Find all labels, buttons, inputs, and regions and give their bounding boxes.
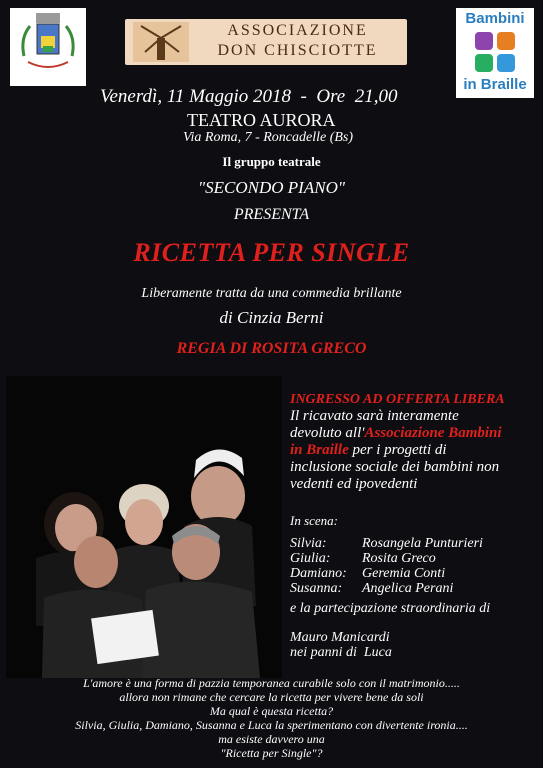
cast-list [290,536,535,596]
cast-row [290,566,535,581]
footer-line: Ma qual è questa ricetta? [209,704,334,718]
braille-logo-line2: in Braille [463,76,527,93]
association-name-line2: DON CHISCIOTTE [217,42,378,59]
cast-actor: Rosita Greco [362,551,436,566]
presents-label: PRESENTA [233,206,310,223]
donation-info [290,408,535,493]
cast-photo [6,376,282,678]
entry-info: INGRESSO AD OFFERTA LIBERA [290,392,505,407]
association-don-chisciotte-logo [125,19,407,65]
event-date-time: Venerdì, 11 Maggio 2018 - Ore 21,00 [100,86,398,107]
association-name-line1: ASSOCIAZIONE [227,22,368,39]
braille-association-name-cont: in Braille [290,442,349,458]
cast-actor: Angelica Perani [362,581,454,596]
footer-line: allora non rimane che cercare la ricetta per vivere bene da soli [119,690,424,704]
special-guest-role: nei panni di Luca [290,645,392,660]
footer-line: L'amore è una forma di pazzia temporanea curabile solo con il matrimonio..... [83,676,460,690]
special-guest-name: Mauro Manicardi [290,630,390,645]
special-guest [290,630,392,660]
cast-role: Damiano: [290,566,347,581]
director: REGIA DI ROSITA GRECO [176,340,367,357]
donation-line3-text: per i progetti di [348,442,447,458]
donation-line3 [290,442,535,459]
municipality-coat-of-arms-logo [10,8,86,86]
donation-line2-text: devoluto all' [290,425,365,441]
puzzle-icon [473,30,517,74]
show-title: RICETTA PER SINGLE [133,238,410,267]
footer-line: Silvia, Giulia, Damiano, Susanna e Luca la sperimentano con divertente ironia.... [75,718,468,732]
braille-association-name: Associazione Bambini [364,425,502,441]
cast-actor: Geremia Conti [362,566,446,581]
bambini-in-braille-logo [456,8,534,98]
venue-address: Via Roma, 7 - Roncadelle (Bs) [183,130,354,145]
donation-line2 [290,425,535,442]
donation-line4: inclusione sociale dei bambini non [290,459,500,475]
cast-role: Susanna: [290,581,343,596]
cast-row [290,581,535,596]
venue-name: TEATRO AURORA [187,110,336,130]
cast-heading: In scena: [290,513,339,528]
footer-line: "Ricetta per Single"? [220,746,323,760]
group-intro: Il gruppo teatrale [222,154,321,169]
inspired-by: Liberamente tratta da una commedia brillante [141,286,402,301]
donation-line1: Il ricavato sarà interamente [290,408,459,424]
author: di Cinzia Berni [219,308,324,327]
windmill-icon [133,22,189,62]
cast-row [290,536,535,551]
cast-role: Silvia: [290,536,327,551]
footer-text [0,676,543,760]
donation-line5: vedenti ed ipovedenti [290,476,418,492]
footer-line: ma esiste davvero una [218,732,325,746]
braille-logo-line1: Bambini [465,10,525,27]
cast-role: Giulia: [290,551,331,566]
group-name: "SECONDO PIANO" [198,178,345,197]
special-guest-intro: e la partecipazione straordinaria di [290,601,491,616]
cast-actor: Rosangela Punturieri [362,536,483,551]
cast-row [290,551,535,566]
